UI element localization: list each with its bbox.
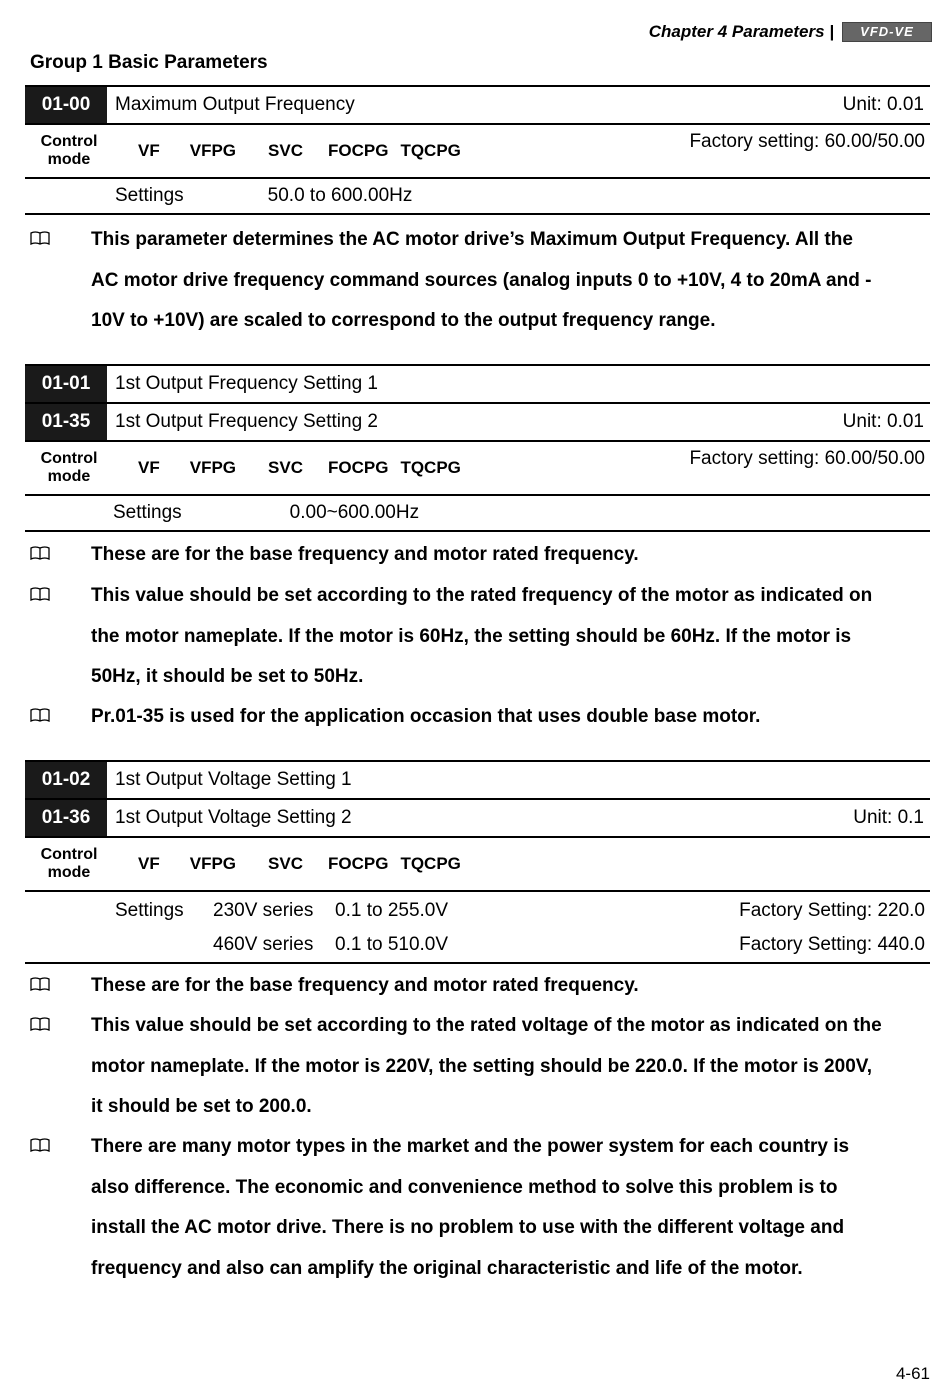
mode-svc: SVC [268, 458, 303, 477]
settings-row [25, 928, 930, 964]
param-block-01-01 [25, 364, 930, 532]
note: These are for the base frequency and motor rated frequency. [30, 535, 935, 576]
param-name: 1st Output Frequency Setting 2 [115, 411, 378, 432]
param-code: 01-35 [25, 404, 107, 440]
param-name: 1st Output Frequency Setting 1 [115, 373, 378, 394]
factory-setting: Factory Setting: 220.0 [739, 900, 925, 921]
param-name: 1st Output Voltage Setting 2 [115, 807, 352, 828]
param-row [25, 798, 930, 836]
mode-vfpg: VFPG [189, 458, 237, 477]
control-mode-row [25, 123, 930, 179]
param-row [25, 85, 930, 123]
mode-svc: SVC [268, 141, 303, 160]
control-mode-row [25, 440, 930, 496]
book-icon [30, 977, 50, 992]
note: This value should be set according to the rated frequency of the motor as indicated on the motor nameplate. If the motor is 60Hz, the setting should be 60Hz. If the motor is 50Hz, it should be set to 50Hz. [30, 576, 935, 698]
series-label: 230V series [213, 900, 314, 921]
book-icon [30, 1017, 50, 1032]
settings-range: 0.00~600.00Hz [289, 502, 420, 523]
param-block-01-02 [25, 760, 930, 964]
param-name: 1st Output Voltage Setting 1 [115, 769, 352, 790]
factory-setting: Factory setting: 60.00/50.00 [689, 131, 925, 152]
book-icon [30, 708, 50, 723]
mode-focpg: FOCPG [328, 141, 389, 160]
param-code: 01-02 [25, 762, 107, 798]
brand-logo: VFD-VE [842, 22, 932, 42]
book-icon [30, 546, 50, 561]
book-icon [30, 587, 50, 602]
mode-tqcpg: TQCPG [400, 458, 461, 477]
param-code: 01-36 [25, 800, 107, 836]
chapter-title: Chapter 4 Parameters | [648, 22, 834, 41]
factory-setting: Factory setting: 60.00/50.00 [689, 448, 925, 469]
mode-vf: VF [138, 141, 160, 160]
group-title: Group 1 Basic Parameters [30, 52, 268, 73]
param-unit: Unit: 0.01 [842, 94, 924, 115]
mode-tqcpg: TQCPG [400, 141, 461, 160]
note: This value should be set according to the rated voltage of the motor as indicated on the motor nameplate. If the motor is 220V, the setting should be 220.0. If the motor is 200V, it should be set to 200.0. [30, 1006, 935, 1128]
mode-tqcpg: TQCPG [400, 854, 461, 873]
mode-svc: SVC [268, 854, 303, 873]
settings-range: 0.1 to 255.0V [335, 900, 449, 921]
series-label: 460V series [213, 934, 314, 955]
param-row [25, 364, 930, 402]
param-block-01-00 [25, 85, 930, 215]
param-code: 01-01 [25, 366, 107, 402]
mode-vf: VF [138, 854, 160, 873]
note: Pr.01-35 is used for the application occasion that uses double base motor. [30, 697, 935, 738]
param-unit: Unit: 0.1 [853, 807, 924, 828]
param-row [25, 402, 930, 440]
param-row [25, 760, 930, 798]
book-icon [30, 231, 50, 246]
settings-range: 0.1 to 510.0V [335, 934, 449, 955]
note: This parameter determines the AC motor drive’s Maximum Output Frequency. All the AC motor drive frequency command sources (analog inputs 0 to +10V, 4 to 20mA and - 10V to +10V) are scaled to correspond to the output frequency range. [30, 220, 935, 342]
param-unit: Unit: 0.01 [842, 411, 924, 432]
factory-setting: Factory Setting: 440.0 [739, 934, 925, 955]
control-mode-row [25, 836, 930, 892]
settings-row [25, 496, 930, 532]
book-icon [30, 1138, 50, 1153]
settings-label: Settings [115, 185, 184, 206]
mode-vfpg: VFPG [189, 854, 237, 873]
mode-focpg: FOCPG [328, 458, 389, 477]
note: There are many motor types in the market and the power system for each country is also difference. The economic and convenience method to solve this problem is to install the AC motor drive. There is no problem to use with the different voltage and frequency and also can amplify the original characteristic and life of the motor. [30, 1127, 935, 1289]
note: These are for the base frequency and motor rated frequency. [30, 966, 935, 1007]
settings-label: Settings [115, 900, 184, 921]
settings-label: Settings [113, 502, 182, 523]
param-name: Maximum Output Frequency [115, 94, 355, 115]
mode-vf: VF [138, 458, 160, 477]
control-mode-label: Control mode [40, 133, 98, 168]
mode-vfpg: VFPG [189, 141, 237, 160]
page-number: 4-61 [895, 1364, 930, 1383]
settings-row [25, 179, 930, 215]
settings-row [25, 894, 930, 928]
settings-range: 50.0 to 600.00Hz [267, 185, 413, 206]
control-mode-label: Control mode [40, 450, 98, 485]
param-code: 01-00 [25, 87, 107, 123]
mode-focpg: FOCPG [328, 854, 389, 873]
chapter-header [649, 22, 932, 42]
control-mode-label: Control mode [40, 846, 98, 881]
